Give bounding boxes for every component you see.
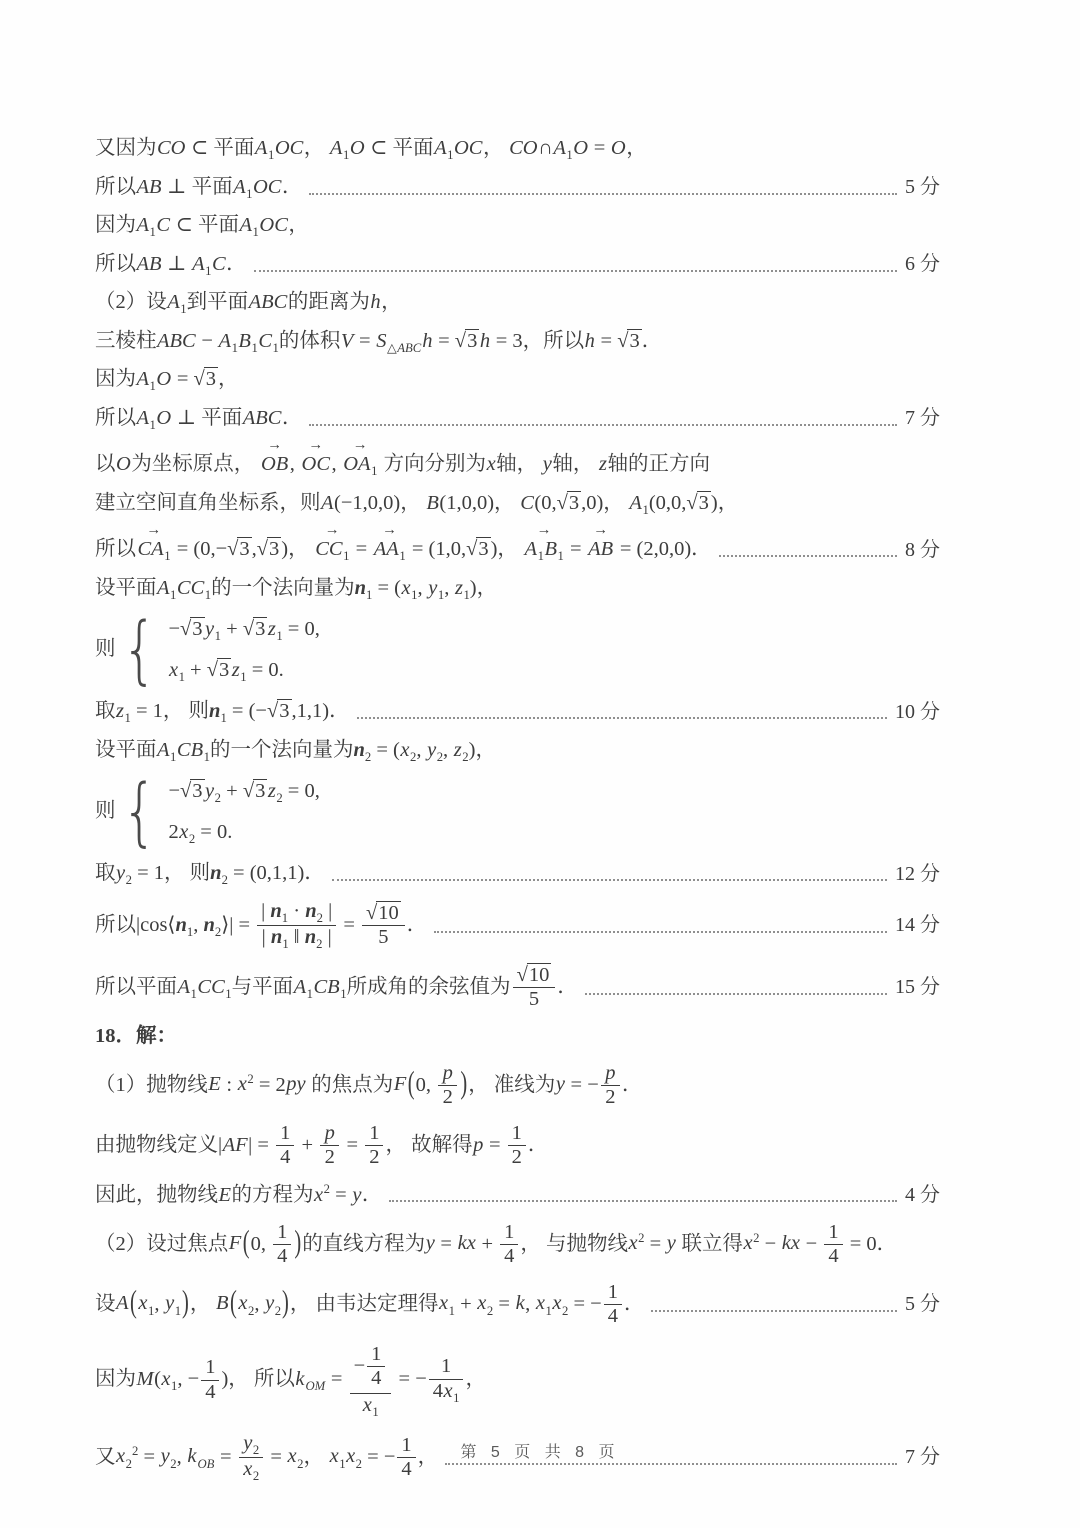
math-expression: 又因为CO ⊂ 平面$A_1OC$， $A_1O$ ⊂ 平面$A_1OC$， $CO\cap A_1O = O$， (95, 137, 647, 163)
dotted-leader (585, 991, 887, 995)
math-expression: 则 { −√3 $y_2 + √3$ $z_2 = 0$, $2x_2 = 0$. (95, 768, 320, 855)
math-expression: 以O为坐标原点， OB →, OC →, $OA_1$ → 方向分别为x轴， y轴， z轴的正方向 (95, 450, 710, 481)
solution-line-7 (95, 365, 940, 396)
score-marker: 10 分 (895, 700, 940, 723)
math-expression: 因为$A_1O = √3$， (95, 368, 239, 394)
dotted-leader (309, 191, 897, 195)
solution-line-14 (95, 697, 940, 728)
page-footer: 第 5 页 共 8 页 (460, 1444, 620, 1461)
math-expression: 又$x_2^2 = y_2$, $k_{OB}$ = $\frac{y_2}{x_2}$ = $x_2$， $x_1x_2$ = − $\frac{1}{4}$ ， (95, 1431, 439, 1484)
score-marker: 5 分 (905, 1293, 940, 1316)
math-expression: 所以$CA_1$ → = (0,−√3,√3)， $CC_1$ → = $AA_1$ → = (1,0,√3)， $A_1B_1$ → = AB → = (2,0,0)． (95, 535, 712, 566)
score-marker: 6 分 (905, 253, 940, 276)
math-expression: 所以AB ⊥ 平面$A_1OC$． (95, 175, 303, 201)
math-expression: 三棱柱ABC − $A_1B_1C_1$的体积$V = S_{\triangle ABC}h = √3$ h = 3，所以h = √3． (95, 329, 663, 355)
solution-line-8 (95, 404, 940, 435)
math-expression: （2）设过焦点F(0, $\frac{1}{4}$ )的直线方程为y = kx + $\frac{1}{4}$ ， 与抛物线$x^2 = y$ 联立得$x^2$ − kx − $\frac{1}{4}$ = 0． (95, 1220, 898, 1268)
solution-line-21 (95, 1060, 940, 1112)
solution-line-26 (95, 1339, 940, 1422)
solution-line-2 (95, 173, 940, 204)
dotted-leader (357, 715, 887, 719)
solution-line-18 (95, 898, 940, 954)
score-marker: 8 分 (905, 538, 940, 561)
solution-line-25 (95, 1279, 940, 1331)
solution-line-22 (95, 1120, 940, 1172)
solution-line-11 (95, 535, 940, 566)
solution-line-4 (95, 250, 940, 281)
solution-line-15 (95, 736, 940, 767)
math-expression: 设$A(x_1$, $y_1$)， $B(x_2$, $y_2$)， 由韦达定理得$x_1 + x_2 = k$, $x_1x_2$ = − $\frac{1}{4}$ ． (95, 1280, 645, 1328)
math-expression: 设平面$A_1CC_1$的一个法向量为$n_1 = (x_1$, $y_1$, $z_1$)， (95, 576, 498, 602)
math-expression: 所以$|\cos⟨n_1$, $n_2⟩|$ = $\frac{| n_1 \cdot n_2 |}{| n_1 ‖ n_2 |}$ = $\frac{√10}{5}$ ． (95, 899, 428, 952)
dotted-leader (389, 1198, 897, 1202)
math-expression: 设平面$A_1CB_1$的一个法向量为$n_2 = (x_2$, $y_2$, $z_2$)， (95, 738, 496, 764)
math-expression: 所以AB ⊥ $A_1C$． (95, 252, 247, 278)
score-marker: 15 分 (895, 976, 940, 999)
math-expression: （2）设$A_1$到平面ABC的距离为h， (95, 291, 402, 317)
math-expression: 由抛物线定义|AF| = $\frac{1}{4}$ + $\frac{p}{2}$ = $\frac{1}{2}$ ， 故解得p = $\frac{1}{2}$ ． (95, 1121, 549, 1169)
solution-line-19 (95, 962, 940, 1014)
math-expression: 因此，抛物线E的方程为$x^2 = y$． (95, 1181, 383, 1206)
math-expression: 取$y_2 = 1$， 则$n_2 = (0,1,1)$． (95, 862, 325, 888)
score-marker: 7 分 (905, 407, 940, 430)
solution-line-5 (95, 288, 940, 319)
dotted-leader (309, 422, 897, 426)
solution-line-1 (95, 134, 940, 165)
solution-content (95, 126, 940, 1494)
solution-line-13 (95, 606, 940, 693)
solution-line-17 (95, 859, 940, 890)
solution-line-16 (95, 768, 940, 855)
solution-line-3 (95, 211, 940, 242)
score-marker: 7 分 (905, 1446, 940, 1469)
dotted-leader (332, 877, 887, 881)
solution-line-9 (95, 450, 940, 481)
math-expression: 因为$A_1C$ ⊂ 平面$A_1OC$， (95, 214, 309, 240)
score-marker: 4 分 (905, 1183, 940, 1206)
score-marker: 14 分 (895, 914, 940, 937)
math-expression: 取$z_1 = 1$， 则$n_1 = (-√3,1,1)$． (95, 700, 350, 726)
math-expression: 建立空间直角坐标系，则A(−1,0,0)， B(1,0,0)， C(0,√3,0)， $A_1(0,0,√3)$， (95, 491, 739, 517)
math-expression: 则 { −√3 $y_1 + √3$ $z_1 = 0$, $x_1 + √3$ $z_1 = 0$. (95, 606, 320, 693)
math-expression: 因为$M(x_1$, − $\frac{1}{4}$ )， 所以$k_{OM}$ = − $\frac{1}{4}$ $x_1$ = − $\frac{1}{4x_1}$ ， (95, 1342, 486, 1419)
dotted-leader (719, 553, 897, 557)
solution-line-12 (95, 574, 940, 605)
math-expression: 18．解： (95, 1025, 177, 1047)
dotted-leader (434, 929, 887, 933)
dotted-leader (651, 1308, 897, 1312)
solution-line-24 (95, 1219, 940, 1271)
math-expression: （1）抛物线E : $x^2 = 2py$ 的焦点为F(0, $\frac{p}{2}$ )， 准线为y = − $\frac{p}{2}$ ． (95, 1061, 643, 1109)
solution-line-10 (95, 489, 940, 520)
math-expression: 所以平面$A_1CC_1$与平面$A_1CB_1$所成角的余弦值为 $\frac{√10}{5}$ ． (95, 963, 578, 1011)
dotted-leader (254, 268, 897, 272)
solution-line-23 (95, 1180, 940, 1211)
score-marker: 5 分 (905, 176, 940, 199)
score-marker: 12 分 (895, 862, 940, 885)
solution-line-20 (95, 1022, 940, 1052)
solution-line-6 (95, 327, 940, 358)
math-expression: 所以$A_1O$ ⊥ 平面ABC． (95, 406, 303, 432)
